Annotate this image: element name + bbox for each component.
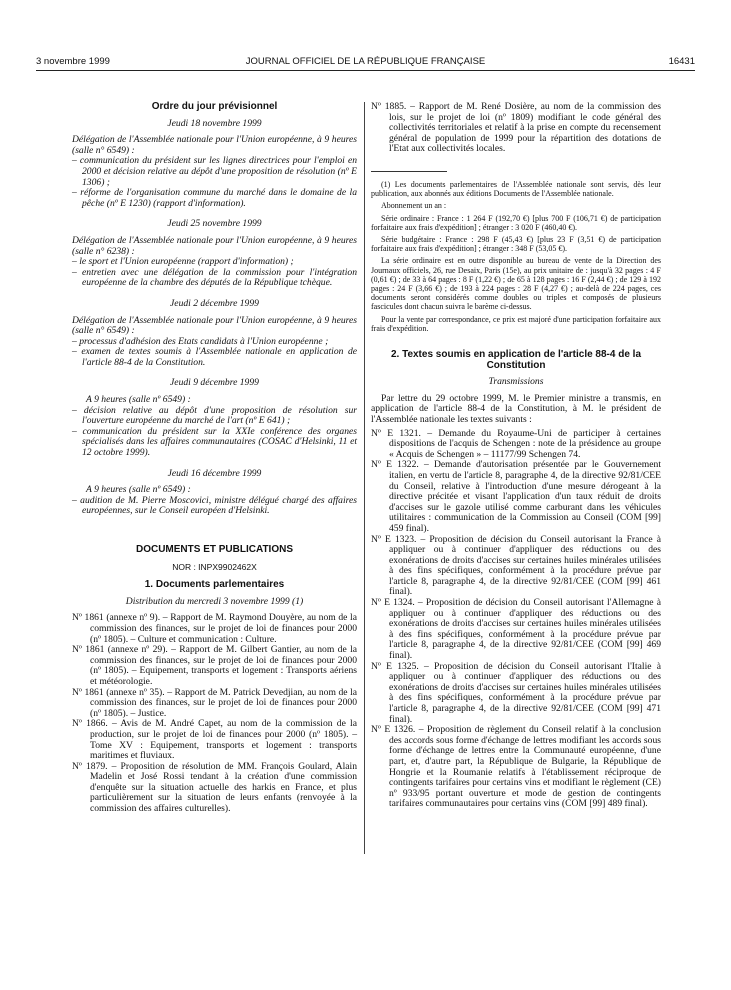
footnote: La série ordinaire est en outre disponible au bureau de vente de la Direction des Journaux officiels, 26, rue Desaix, Paris (15e), au prix unitaire de : jusqu'à 32 pages : 4 F (0,61 €) ; de 33 à 64 pages : 8 F (1,22 €) ; de 65 à 128 pages : 16 F (2,44 €) ; de 129 à 192 pages : 24 F (3,66 €) ; de 193 à 224 pages : 28 F (4,27 €) ; au-delà de 224 pages, ces documents seront considérés comme doubles ou triples et composés de plusieurs fascicules dont chacun suivra le barème ci-dessus. xyxy=(371,256,661,312)
footnote-rule xyxy=(371,171,447,172)
document-entry: Nº 1866. – Avis de M. André Capet, au nom de la commission de la production, sur le projet de loi de finances pour 2000 (nº 1805). – Tome XV : Equipement, transports et logement : transports maritimes et fluviaux. xyxy=(72,718,357,762)
session-time: A 9 heures (salle nº 6549) : xyxy=(86,394,191,406)
footnote: Série ordinaire : France : 1 264 F (192,70 €) [plus 700 F (106,71 €) de participation forfaitaire aux frais d'expédition] ; étranger : 3 020 F (460,40 €). xyxy=(371,213,661,232)
page-header xyxy=(36,56,695,68)
distribution-date: Distribution du mercredi 3 novembre 1999 (1) xyxy=(125,595,304,607)
document-entry: Nº 1885. – Rapport de M. René Dosière, au nom de la commission des lois, sur le projet de loi (nº 1809) modifiant le code général des collectivités territoriales et relatif à la prise en compte du recensement général de population de 1999 pour la répartition des dotations de l'Etat aux collectivités locales. xyxy=(371,101,661,155)
agenda-item: – communication du président sur la XXIe conférence des organes spécialisés dans les affaires communautaires (COSAC d'Helsinki, 11 et 12 octobre 1999). xyxy=(72,425,357,459)
agenda-item: – examen de textes soumis à l'Assemblée nationale en application de l'article 88-4 de la Constitution. xyxy=(72,346,357,368)
left-column xyxy=(72,102,357,815)
page-number: 16431 xyxy=(668,56,695,67)
document-entry: Nº 1861 (annexe nº 35). – Rapport de M. Patrick Devedjian, au nom de la commission des finances, sur le projet de loi de finances pour 2000 (nº 1805). – Justice. xyxy=(72,686,357,719)
footnote: Pour la vente par correspondance, ce prix est majoré d'une participation forfaitaire aux frais d'expédition. xyxy=(371,314,661,333)
session-date: Jeudi 18 novembre 1999 xyxy=(167,117,262,129)
text-entry: Nº E 1323. – Proposition de décision du Conseil autorisant la France à appliquer ou à continuer d'appliquer des réductions ou des exonérations de droits d'accises sur certaines huiles minérales utilisées à des fins spécifiques, conformément à la procédure prévue par l'article 8, paragraphe 4, de la directive 92/81/CEE (COM [99] 461 final). xyxy=(371,533,661,598)
column-separator xyxy=(364,102,365,854)
text-entry: Nº E 1325. – Proposition de décision du Conseil autorisant l'Italie à appliquer ou à continuer d'appliquer des réductions ou des exonérations de droits d'accises sur certaines huiles minérales utilisées à des fins spécifiques, conformément à la procédure prévue par l'article 8, paragraphe 4, de la directive 92/81/CEE (COM [99] 471 final). xyxy=(371,660,661,725)
text-entry: Nº E 1326. – Proposition de règlement du Conseil relatif à la conclusion des accords sous forme d'échange de lettres modifiant les accords sous forme d'échange de lettres entre la Communauté européenne, d'une part, et, d'autre part, la République de Bulgarie, la République de Hongrie et la Roumanie relatifs à l'établissement réciproque de contingents tarifaires pour certains vins et modifiant le règlement (CE) nº 933/95 portant ouverture et mode de gestion de contingents tarifaires communautaires pour certains vins (COM [99] 489 final). xyxy=(371,724,661,810)
footnote: (1) Les documents parlementaires de l'Assemblée nationale sont servis, dès leur publication, aux abonnés aux éditions Documents de l'Assemblée nationale. xyxy=(371,179,661,199)
agenda-item: – audition de M. Pierre Moscovici, ministre délégué chargé des affaires européennes, sur le Conseil européen d'Helsinki. xyxy=(72,494,357,517)
header-date: 3 novembre 1999 xyxy=(36,56,110,67)
document-entry: Nº 1861 (annexe nº 9). – Rapport de M. Raymond Douyère, au nom de la commission des finances, sur le projet de loi de finances pour 2000 (nº 1805). – Culture et communication : Culture. xyxy=(72,612,357,645)
agenda-item: – entretien avec une délégation de la commission pour l'intégration européenne de la chambre des députés de la République tchèque. xyxy=(72,266,357,289)
journal-title: JOURNAL OFFICIEL DE LA RÉPUBLIQUE FRANÇAISE xyxy=(245,56,486,67)
session-time: A 9 heures (salle nº 6549) : xyxy=(86,484,191,496)
session-date: Jeudi 9 décembre 1999 xyxy=(170,377,259,389)
footnote: Abonnement un an : xyxy=(381,201,447,211)
text-entry: Nº E 1322. – Demande d'autorisation présentée par le Gouvernement italien, en vertu de l'article 8, paragraphe 4, de la directive 92/81/CEE du Conseil, relative à l'introduction d'une mesure dérogeant à la directive précitée et visant l'application d'un taux réduit de droits d'accises sur le gazole utilisé comme carburant dans les véhicules utilitaires : communication de la Commission au Conseil (COM [99] 459 final). xyxy=(371,459,661,534)
document-entry: Nº 1879. – Proposition de résolution de MM. François Goulard, Alain Madelin et José Rossi tendant à la création d'une commission d'enquête sur la situation actuelle des harkis en France, et plus particulièrement sur la situation de leurs enfants (renvoyée à la commission des affaires culturelles). xyxy=(72,760,357,815)
intro-text: Par lettre du 29 octobre 1999, M. le Premier ministre a transmis, en application de l'article 88-4 de la Constitution, à M. le président de l'Assemblée nationale les textes suivants : xyxy=(371,392,661,425)
documents-title: DOCUMENTS ET PUBLICATIONS xyxy=(135,544,294,555)
agenda-item: – processus d'adhésion des Etats candidats à l'Union européenne ; xyxy=(72,335,329,347)
transmissions-heading: Transmissions xyxy=(488,376,544,388)
agenda-item: – décision relative au dépôt d'une proposition de résolution sur l'ouverture européenne du marché de l'art (nº E 641) ; xyxy=(72,404,357,427)
header-rule xyxy=(36,70,695,71)
footnote: Série budgétaire : France : 298 F (45,43 €) [plus 23 F (3,51 €) de participation forfaitaire aux frais d'expédition] ; étranger : 348 F (53,05 €). xyxy=(371,234,661,254)
nor-reference: NOR : INPX9902462X xyxy=(172,561,257,572)
agenda-item: – communication du président sur les lignes directrices pour l'emploi en 2000 et décision relative au dépôt d'une proposition de résolution (nº E 1306) ; xyxy=(72,155,357,188)
agenda-item: – réforme de l'organisation commune du marché dans le domaine de la pêche (nº E 1230) (rapport d'information). xyxy=(72,187,357,209)
text-entry: Nº E 1321. – Demande du Royaume-Uni de participer à certaines dispositions de l'acquis de Schengen : note de la présidence au groupe « Acquis de Schengen » – 11177/99 Schengen 74. xyxy=(371,427,661,460)
right-column xyxy=(371,102,661,810)
delegation-text: Délégation de l'Assemblée nationale pour l'Union européenne, à 9 heures (salle n° 6549) : xyxy=(72,314,357,337)
ordre-title: Ordre du jour prévisionnel xyxy=(151,101,278,112)
session-date: Jeudi 16 décembre 1999 xyxy=(167,467,262,479)
documents-subtitle: 1. Documents parlementaires xyxy=(144,579,285,591)
section-title: 2. Textes soumis en application de l'article 88-4 de la Constitution xyxy=(390,349,642,371)
session-date: Jeudi 25 novembre 1999 xyxy=(167,218,262,230)
agenda-item: – le sport et l'Union européenne (rapport d'information) ; xyxy=(72,256,294,268)
document-entry: Nº 1861 (annexe nº 29). – Rapport de M. Gilbert Gantier, au nom de la commission des finances, sur le projet de loi de finances pour 2000 (nº 1805). – Equipement, transports et logement : Transports aériens et météorologie. xyxy=(72,644,357,687)
delegation-text: Délégation de l'Assemblée nationale pour l'Union européenne, à 9 heures (salle n° 6549) : xyxy=(72,134,357,156)
text-entry: Nº E 1324. – Proposition de décision du Conseil autorisant l'Allemagne à appliquer ou à continuer d'appliquer des réductions ou des exonérations de droits d'accises sur certaines huiles minérales utilisées à des fins spécifiques, conformément à la procédure prévue par l'article 8, paragraphe 4, de la directive 92/81/CEE (COM [99] 469 final). xyxy=(371,597,661,662)
session-date: Jeudi 2 décembre 1999 xyxy=(170,297,259,309)
delegation-text: Délégation de l'Assemblée nationale pour l'Union européenne, à 9 heures (salle n° 6238) : xyxy=(72,234,357,257)
